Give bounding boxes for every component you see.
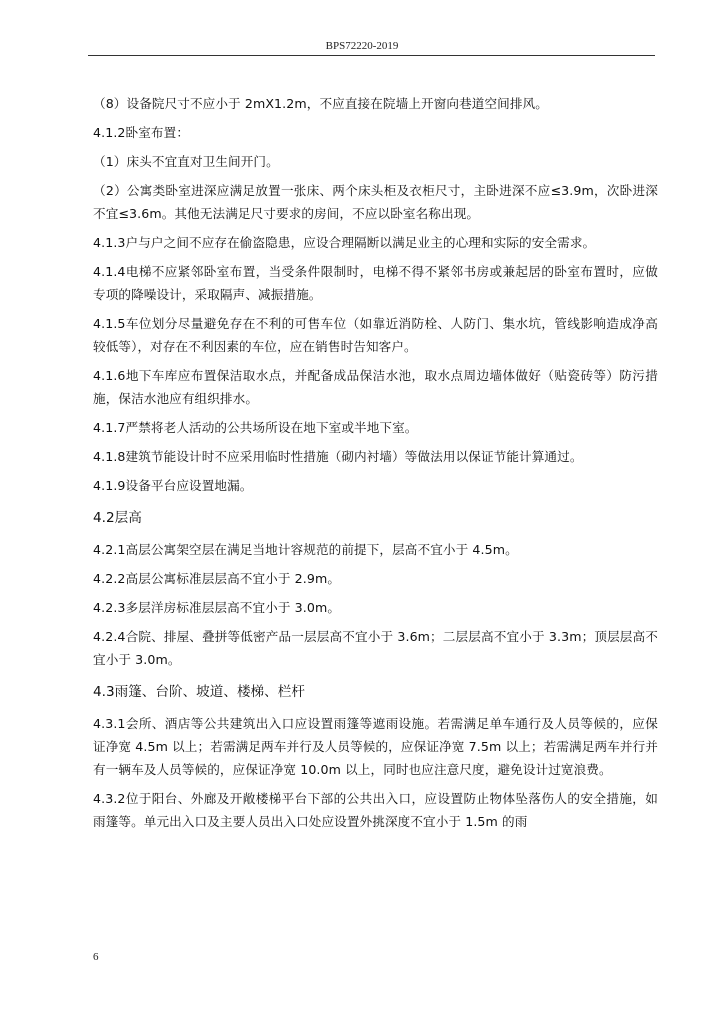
section-heading: 4.3雨篷、台阶、坡道、楼梯、栏杆 xyxy=(93,684,305,700)
paragraph: （8）设备院尺寸不应小于 2mX1.2m，不应直接在院墙上开窗向巷道空间排风。 xyxy=(93,96,548,111)
paragraph: 4.2.3多层洋房标准层层高不宜小于 3.0m。 xyxy=(93,600,341,615)
paragraph: 4.1.3户与户之间不应存在偷盗隐患，应设合理隔断以满足业主的心理和实际的安全需求。 xyxy=(93,235,596,250)
section-heading: 4.2层高 xyxy=(93,510,142,526)
paragraph: （2）公寓类卧室进深应满足放置一张床、两个床头柜及衣柜尺寸，主卧进深不应≤3.9m，次卧进深不宜≤3.6m。其他无法满足尺寸要求的房间，不应以卧室名称出现。 xyxy=(93,183,658,221)
paragraph: 4.1.8建筑节能设计时不应采用临时性措施（砌内衬墙）等做法用以保证节能计算通过。 xyxy=(93,449,583,464)
paragraph: （1）床头不宜直对卫生间开门。 xyxy=(93,154,279,169)
header-divider xyxy=(88,55,655,56)
page-number: 6 xyxy=(93,951,99,963)
paragraph: 4.2.1高层公寓架空层在满足当地计容规范的前提下，层高不宜小于 4.5m。 xyxy=(93,542,518,557)
document-body xyxy=(93,92,658,839)
paragraph: 4.3.2位于阳台、外廊及开敞楼梯平台下部的公共出入口，应设置防止物体坠落伤人的安全措施，如雨篷等。单元出入口及主要人员出入口处应设置外挑深度不宜小于 1.5m 的雨 xyxy=(93,791,658,829)
paragraph: 4.1.9设备平台应设置地漏。 xyxy=(93,478,253,493)
paragraph: 4.2.4合院、排屋、叠拼等低密产品一层层高不宜小于 3.6m；二层层高不宜小于 3.3m；顶层层高不宜小于 3.0m。 xyxy=(93,629,658,667)
paragraph: 4.1.7严禁将老人活动的公共场所设在地下室或半地下室。 xyxy=(93,420,418,435)
paragraph: 4.1.6地下车库应布置保洁取水点，并配备成品保洁水池，取水点周边墙体做好（贴瓷砖等）防污措施，保洁水池应有组织排水。 xyxy=(93,368,658,406)
header-doc-code: BPS72220-2019 xyxy=(325,40,399,52)
paragraph: 4.3.1会所、酒店等公共建筑出入口应设置雨篷等遮雨设施。若需满足单车通行及人员等候的，应保证净宽 4.5m 以上；若需满足两车并行及人员等候的，应保证净宽 7.5m 以上；若需满足两车并行并有一辆车及人员等候的，应保证净宽 10.0m 以上，同时也应注意尺度，避免设计过宽浪费。 xyxy=(93,716,658,777)
paragraph: 4.2.2高层公寓标准层层高不宜小于 2.9m。 xyxy=(93,571,341,586)
paragraph: 4.1.5车位划分尽量避免存在不利的可售车位（如靠近消防栓、人防门、集水坑，管线影响造成净高较低等），对存在不利因素的车位，应在销售时告知客户。 xyxy=(93,316,658,354)
paragraph: 4.1.2卧室布置： xyxy=(93,125,190,140)
paragraph: 4.1.4电梯不应紧邻卧室布置，当受条件限制时，电梯不得不紧邻书房或兼起居的卧室布置时，应做专项的降噪设计，采取隔声、减振措施。 xyxy=(93,264,658,302)
